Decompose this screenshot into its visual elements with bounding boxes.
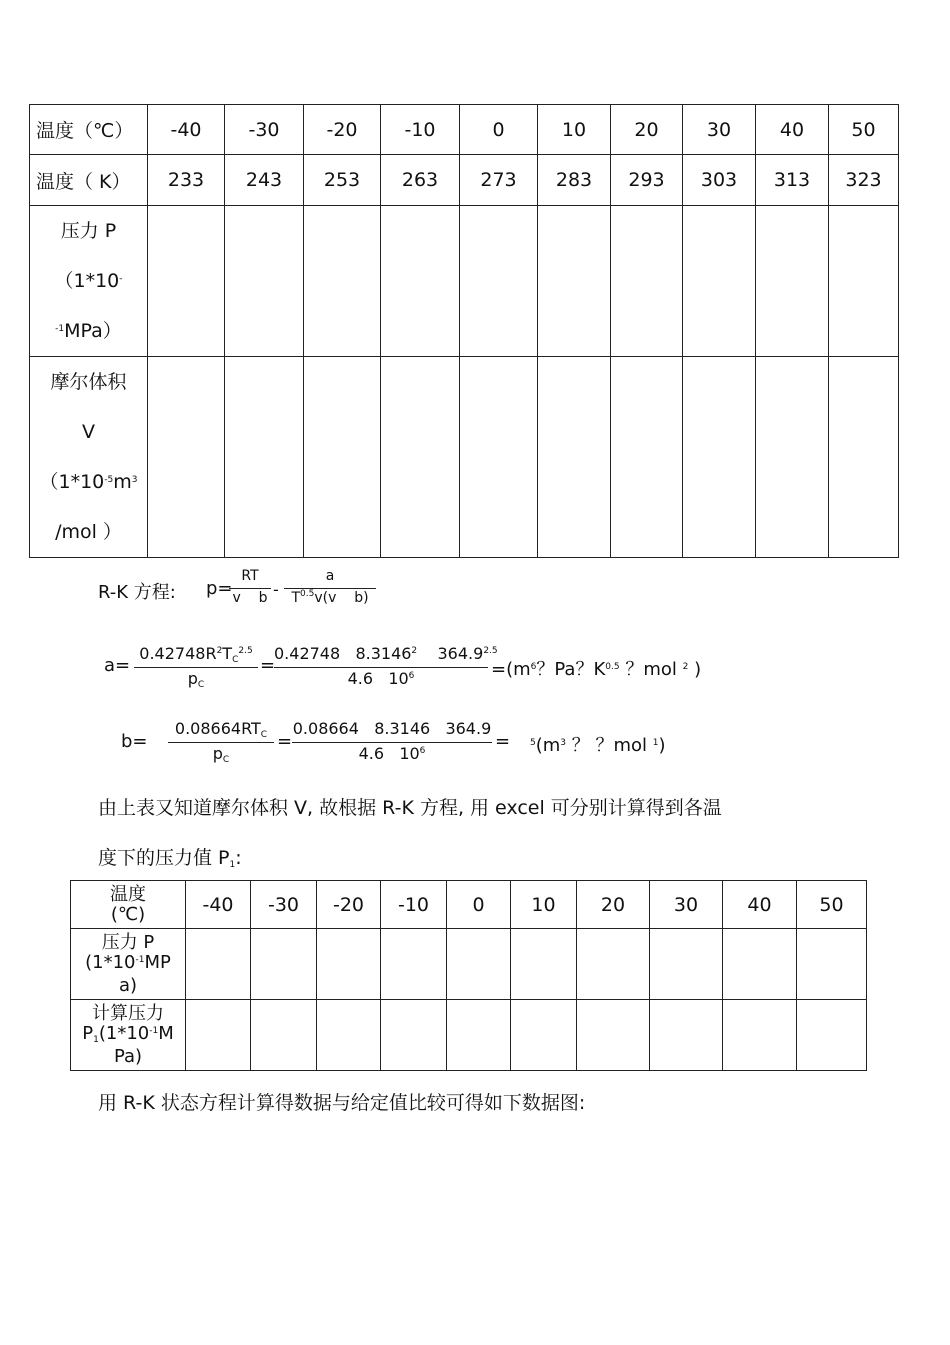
label-line: Pa): [113, 1045, 143, 1067]
subscript: C: [197, 680, 205, 690]
empty-cell: [148, 357, 225, 558]
label-line: 压力 P: [60, 220, 117, 242]
row-calculated-pressure: [71, 1000, 867, 1071]
label-text: (1*10: [85, 951, 136, 973]
cell: 243: [225, 155, 304, 206]
empty-cell: [304, 357, 381, 558]
cell: 233: [148, 155, 225, 206]
empty-cell: [186, 1000, 251, 1071]
row-label-calc-pressure: [71, 1000, 186, 1071]
cell: 50: [797, 881, 867, 929]
empty-cell: [225, 357, 304, 558]
label-line: a): [118, 974, 138, 996]
den-text: 10: [388, 669, 409, 688]
empty-cell: [317, 1000, 381, 1071]
cell: 30: [650, 881, 723, 929]
unit-text: ？mol: [625, 659, 677, 680]
empty-cell: [723, 1000, 797, 1071]
para-text: :: [235, 847, 242, 869]
empty-cell: [460, 206, 538, 357]
row-given-pressure: [71, 929, 867, 1000]
empty-cell: [225, 206, 304, 357]
superscript: 0.5: [605, 662, 620, 672]
row-label-volume: [30, 357, 148, 558]
label-line: [71, 953, 185, 976]
superscript: 3: [131, 475, 138, 485]
empty-cell: [723, 929, 797, 1000]
den-text: p: [187, 669, 198, 688]
row-label-pressure: [71, 929, 186, 1000]
num-text: 364.9: [445, 719, 492, 738]
empty-cell: [511, 1000, 577, 1071]
cell: -40: [148, 105, 225, 155]
row-label: 温度（℃）: [30, 105, 148, 155]
empty-cell: [797, 929, 867, 1000]
empty-cell: [829, 206, 899, 357]
label-text: MP: [144, 951, 171, 973]
unit-text: (m: [535, 735, 561, 756]
empty-cell: [304, 206, 381, 357]
empty-cell: [511, 929, 577, 1000]
label-text: （1*10: [54, 270, 120, 292]
superscript: -1: [135, 954, 145, 965]
label-text: M: [158, 1022, 174, 1044]
cell: -40: [186, 881, 251, 929]
label-text: MPa: [64, 320, 103, 342]
empty-cell: [251, 1000, 317, 1071]
paragraph-3: 用 R-K 状态方程计算得数据与给定值比较可得如下数据图:: [98, 1092, 586, 1114]
empty-cell: [447, 929, 511, 1000]
cell: 10: [538, 105, 611, 155]
num-text: 0.08664: [292, 719, 359, 738]
empty-cell: [829, 357, 899, 558]
empty-cell: [756, 206, 829, 357]
label-text: (1*10: [98, 1022, 150, 1044]
superscript: 2: [216, 646, 223, 656]
subscript: C: [222, 755, 230, 765]
unit-text: ？ ？mol: [571, 735, 648, 756]
cell: 50: [829, 105, 899, 155]
b-eq-sign: =: [277, 731, 293, 752]
superscript: 6: [530, 662, 537, 672]
label-line: [30, 306, 147, 356]
cell: 323: [829, 155, 899, 206]
label-text: ）: [102, 320, 122, 342]
label-text: P: [82, 1022, 94, 1044]
paragraph-2: [98, 843, 242, 870]
den-text: 4.6: [358, 744, 385, 763]
empty-cell: [381, 206, 460, 357]
empty-cell: [683, 206, 756, 357]
superscript: 5: [530, 738, 536, 748]
para-text: 度下的压力值 P: [98, 847, 230, 869]
cell: 273: [460, 155, 538, 206]
superscript: 2: [682, 662, 689, 672]
rk-prefix: R-K 方程:: [98, 582, 176, 603]
row-temp-kelvin: [30, 155, 899, 206]
b-fraction-symbolic: [168, 719, 274, 765]
label-line: 计算压力: [92, 1002, 164, 1024]
num-text: 8.3146: [355, 644, 412, 663]
cell: -20: [317, 881, 381, 929]
den-text: b): [354, 590, 369, 606]
empty-cell: [447, 1000, 511, 1071]
superscript: -1: [149, 1025, 159, 1036]
a-fraction-symbolic: [134, 644, 258, 690]
den-text: p: [212, 744, 223, 763]
num-text: 0.42748R: [139, 644, 217, 663]
empty-cell: [148, 206, 225, 357]
numerator: [274, 644, 498, 667]
den-text: T: [291, 590, 300, 606]
empty-cell: [186, 929, 251, 1000]
cell: 303: [683, 155, 756, 206]
a-result-units: [491, 655, 701, 681]
label-line: 压力 P: [101, 931, 155, 953]
den-text: v(v: [314, 590, 337, 606]
num-text: 8.3146: [374, 719, 431, 738]
cell: 293: [611, 155, 683, 206]
cell: 263: [381, 155, 460, 206]
empty-cell: [538, 206, 611, 357]
rk-fraction-2: [284, 568, 376, 609]
superscript: -1: [55, 324, 65, 334]
superscript: 3: [560, 738, 567, 748]
rk-minus: -: [273, 580, 279, 599]
empty-cell: [611, 357, 683, 558]
row-label-pressure: [30, 206, 148, 357]
superscript: 0.5: [300, 589, 315, 599]
cell: 40: [756, 105, 829, 155]
row-temp-celsius: [30, 105, 899, 155]
empty-cell: [538, 357, 611, 558]
b-lhs: b=: [121, 731, 148, 752]
num-text: 0.08664RT: [174, 719, 261, 738]
rk-fraction-1: [229, 568, 271, 609]
num-text: 0.42748: [274, 644, 341, 663]
superscript: 6: [408, 671, 415, 681]
empty-cell: [577, 1000, 650, 1071]
den-text: 10: [399, 744, 420, 763]
num-text: 364.9: [437, 644, 484, 663]
cell: 20: [611, 105, 683, 155]
denominator: [134, 667, 258, 690]
superscript: 2.5: [238, 646, 253, 656]
den-text: 4.6: [347, 669, 374, 688]
pressure-comparison-table: [70, 880, 867, 1071]
numerator: RT: [241, 568, 259, 584]
label-line: [30, 457, 147, 507]
empty-cell: [251, 929, 317, 1000]
row-molar-volume: [30, 357, 899, 558]
cell: 283: [538, 155, 611, 206]
temperature-table: [29, 104, 899, 558]
numerator: [292, 719, 492, 742]
denominator: [229, 588, 271, 609]
label-line: [30, 256, 147, 306]
empty-cell: [381, 929, 447, 1000]
subscript: 1: [93, 1034, 99, 1045]
numerator: a: [325, 568, 335, 584]
label-line: 摩尔体积: [50, 371, 127, 393]
empty-cell: [460, 357, 538, 558]
row-label-temperature: [71, 881, 186, 929]
b-fraction-numeric: [292, 719, 492, 765]
label-line: V: [82, 421, 95, 443]
superscript: 6: [419, 746, 426, 756]
cell: 313: [756, 155, 829, 206]
a-fraction-numeric: [274, 644, 498, 690]
empty-cell: [611, 206, 683, 357]
den-text: b: [258, 590, 268, 606]
cell: 40: [723, 881, 797, 929]
empty-cell: [683, 357, 756, 558]
cell: -10: [381, 105, 460, 155]
label-text: （1*10: [39, 471, 105, 493]
cell: -30: [251, 881, 317, 929]
denominator: [284, 588, 376, 609]
cell: 20: [577, 881, 650, 929]
empty-cell: [381, 1000, 447, 1071]
unit-text: ？Pa？K: [536, 659, 606, 680]
label-line: /mol ）: [55, 521, 122, 543]
label-line: 温度: [110, 883, 146, 905]
rk-p-eq: p=: [206, 578, 233, 599]
cell: -10: [381, 881, 447, 929]
subscript: C: [260, 730, 268, 740]
unit-text: =(m: [491, 659, 531, 680]
numerator: [168, 719, 274, 742]
paragraph-1: 由上表又知道摩尔体积 V, 故根据 R-K 方程, 用 excel 可分别计算得到各温: [98, 797, 722, 819]
cell: -30: [225, 105, 304, 155]
empty-cell: [650, 929, 723, 1000]
empty-cell: [381, 357, 460, 558]
superscript: 2.5: [483, 646, 498, 656]
label-line: (℃): [110, 903, 146, 925]
subscript: C: [232, 655, 239, 665]
denominator: [274, 667, 488, 690]
subscript: 1: [229, 860, 236, 870]
cell: -20: [304, 105, 381, 155]
denominator: [292, 742, 492, 765]
num-text: T: [222, 644, 233, 663]
cell: 0: [460, 105, 538, 155]
cell: 253: [304, 155, 381, 206]
unit-text: ): [658, 735, 666, 756]
b-result-eq: =: [495, 731, 511, 752]
unit-text: ): [694, 659, 702, 680]
row-pressure: [30, 206, 899, 357]
row-label: 温度（ K）: [30, 155, 148, 206]
superscript: 1: [652, 738, 659, 748]
a-lhs: a=: [104, 655, 131, 676]
empty-cell: [797, 1000, 867, 1071]
label-text: m: [113, 471, 132, 493]
b-result-units: [530, 731, 666, 757]
denominator: [168, 742, 274, 765]
label-line: [71, 1024, 185, 1047]
cell: 10: [511, 881, 577, 929]
den-text: v: [232, 590, 241, 606]
empty-cell: [317, 929, 381, 1000]
empty-cell: [756, 357, 829, 558]
a-eq-sign: =: [260, 655, 276, 676]
superscript: -: [119, 274, 123, 284]
superscript: 2: [411, 646, 418, 656]
row-temperature: [71, 881, 867, 929]
cell: 0: [447, 881, 511, 929]
numerator: [134, 644, 258, 667]
empty-cell: [650, 1000, 723, 1071]
cell: 30: [683, 105, 756, 155]
empty-cell: [577, 929, 650, 1000]
superscript: -5: [104, 475, 114, 485]
